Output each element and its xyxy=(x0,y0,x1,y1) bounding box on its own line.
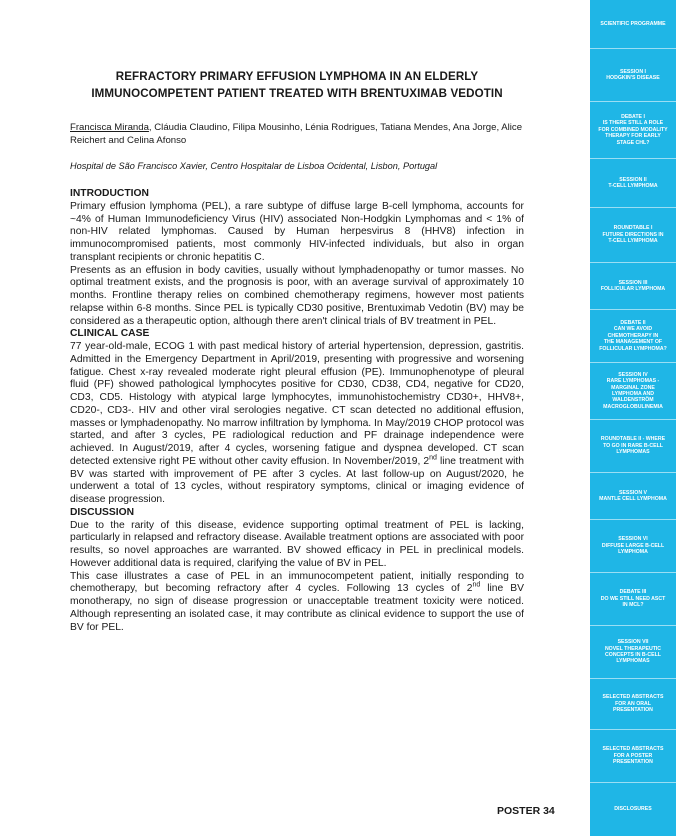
discussion-text-a: This case illustrates a case of PEL in an immunocompetent patient, initially responding to chemotherapy, but becoming refractory after 4 cycles. Following 13 cycles of 2 xyxy=(70,570,524,595)
clinical-case-superscript: nd xyxy=(429,454,437,462)
nav-item-session-3[interactable]: SESSION III FOLLICULAR LYMPHOMA xyxy=(600,279,666,292)
nav-item-roundtable-1[interactable]: ROUNDTABLE I FUTURE DIRECTIONS IN T-CELL LYMPHOMA xyxy=(602,225,664,245)
introduction-paragraph-2: Presents as an effusion in body cavities, usually without lymphadenopathy or tumor masses. No optimal treatment exists, and the prognosis is poor, with an average survival of approximately 10 months. Frontline therapy relies on combined chemotherapy regimens, however most patients relapse within 6-8 months. Since PEL is typically CD30 positive, Brentuximab Vedotin (BV) may be considered as a therapeutic option, although there aren't clinical trials of BV treatment in PEL. xyxy=(70,264,524,327)
nav-item-session-7[interactable]: SESSION VII NOVEL THERAPEUTIC CONCEPTS IN B-CELL LYMPHOMAS xyxy=(604,639,662,665)
clinical-case-text-b: line treatment with BV was started with improvement of PE after 3 cycles. At last follow-up on August/2020, he underwent a total of 13 cycles, without respiratory symptoms, clinical or imaging evidence of disease progression. xyxy=(70,455,524,505)
title-line-2: IMMUNOCOMPETENT PATIENT TREATED WITH BRENTUXIMAB VEDOTIN xyxy=(91,87,503,100)
nav-item-roundtable-2[interactable]: ROUNDTABLE II - WHERE TO GO IN RARE B-CELL LYMPHOMAS xyxy=(600,436,666,456)
discussion-superscript: nd xyxy=(472,581,481,589)
discussion-paragraph-1: Due to the rarity of this disease, evidence supporting optimal treatment of PEL is lacking, particularly in relapsed and refractory disease. Available treatment options are associated with poor results, so novel approaches are warranted. BV showed efficacy in PEL in preclinical models. However additional data is required, clarifying the value of BV in PEL. xyxy=(70,519,524,569)
nav-item-disclosures[interactable]: DISCLOSURES xyxy=(614,806,652,813)
clinical-case-text-a: 77 year-old-male, ECOG 1 with past medical history of arterial hypertension, depression, gastritis. Admitted in the Emergency Department in April/2019, presenting with progressive and worsening fatigue. Chest x-ray revealed moderate right pleural effusion (PE). Immunophenotype of pleural fluid (PF) showed pathological lymphocytes positive for CD30, CD38, CD4, negative for CD20, CD3, CD5. Histology with atypical large lymphocytes, immunohistochemistry CD30+, HHV8+, CD20-, CD3-. HIV and other viral serologies negative. CT scan detected no additional effusion, masses or lymphadenopathy. No marrow infiltration by lymphoma. In May/2019 CHOP protocol was started, and after 3 cycles, PE radiological reduction and PF drainage independence were achieved. In August/2019, after 4 cycles, worsening fatigue and dyspnea developed. CT scan detected extensive right PE without other cavity effusion. In November/2019, 2 xyxy=(70,341,524,467)
nav-item-session-2[interactable]: SESSION II T-CELL LYMPHOMA xyxy=(608,176,658,189)
discussion-paragraph-2 xyxy=(70,571,524,635)
nav-item-debate-2[interactable]: DEBATE II CAN WE AVOID CHEMOTHERAPY IN THE MANAGEMENT OF FOLLICULAR LYMPHOMA? xyxy=(599,319,667,352)
poster-title xyxy=(70,68,524,102)
author-list xyxy=(70,121,524,147)
nav-item-session-1[interactable]: SESSION I HODGKIN'S DISEASE xyxy=(606,68,660,81)
title-line-1: REFRACTORY PRIMARY EFFUSION LYMPHOMA IN AN ELDERLY xyxy=(115,70,479,83)
nav-item-session-6[interactable]: SESSION VI DIFFUSE LARGE B-CELL LYMPHOMA xyxy=(601,536,665,556)
nav-item-debate-1[interactable]: DEBATE I IS THERE STILL A ROLE FOR COMBINED MODALITY THERAPY FOR EARLY STAGE CHL? xyxy=(598,113,668,146)
affiliation: Hospital de São Francisco Xavier, Centro Hospitalar de Lisboa Ocidental, Lisbon, Portugal xyxy=(70,161,438,171)
discussion-text-b: line BV monotherapy, no sign of disease progression or unacceptable treatment toxicity were noticed. Although representing an isolated case, it may contribute as clinical evidence to support the use of BV for PEL. xyxy=(70,583,524,633)
presenting-author: Francisca Miranda xyxy=(70,122,149,133)
poster-number: POSTER 34 xyxy=(497,805,555,817)
nav-item-oral-abstracts[interactable]: SELECTED ABSTRACTS FOR AN ORAL PRESENTATION xyxy=(602,694,664,714)
nav-item-session-4[interactable]: SESSION IV RARE LYMPHOMAS - MARGINAL ZONE LYMPHOMA AND WALDENSTRÖM MACROGLOBULINEMIA xyxy=(603,371,663,410)
nav-item-poster-abstracts[interactable]: SELECTED ABSTRACTS FOR A POSTER PRESENTATION xyxy=(602,746,664,766)
clinical-case-paragraph xyxy=(70,341,524,507)
introduction-paragraph-1: Primary effusion lymphoma (PEL), a rare subtype of diffuse large B-cell lymphoma, accounts for ~4% of Human Immunodeficiency Virus (HIV) associated Non-Hodgkin Lymphomas and < 1% of non-HIV related lymphomas. Caused by Human herpesvirus 8 (HHV8) infection in immunocompromised patients, most commonly HIV-infected individuals, but also in organ transplant recipients or chronic hepatitis C. xyxy=(70,200,524,263)
co-authors: , Cláudia Claudino, Filipa Mousinho, Lénia Rodrigues, Tatiana Mendes, Ana Jorge, Alice Reichert and Celina Afonso xyxy=(70,122,523,146)
nav-item-scientific-programme[interactable]: SCIENTIFIC PROGRAMME xyxy=(600,20,666,27)
nav-item-session-5[interactable]: SESSION V MANTLE CELL LYMPHOMA xyxy=(599,489,667,502)
abstract-body xyxy=(70,188,524,634)
discussion-heading: DISCUSSION xyxy=(70,506,135,518)
sidebar-nav xyxy=(590,0,676,836)
nav-item-debate-3[interactable]: DEBATE III DO WE STILL NEED ASCT IN MCL? xyxy=(600,589,666,609)
clinical-case-heading: CLINICAL CASE xyxy=(70,328,150,340)
introduction-heading: INTRODUCTION xyxy=(70,188,149,199)
